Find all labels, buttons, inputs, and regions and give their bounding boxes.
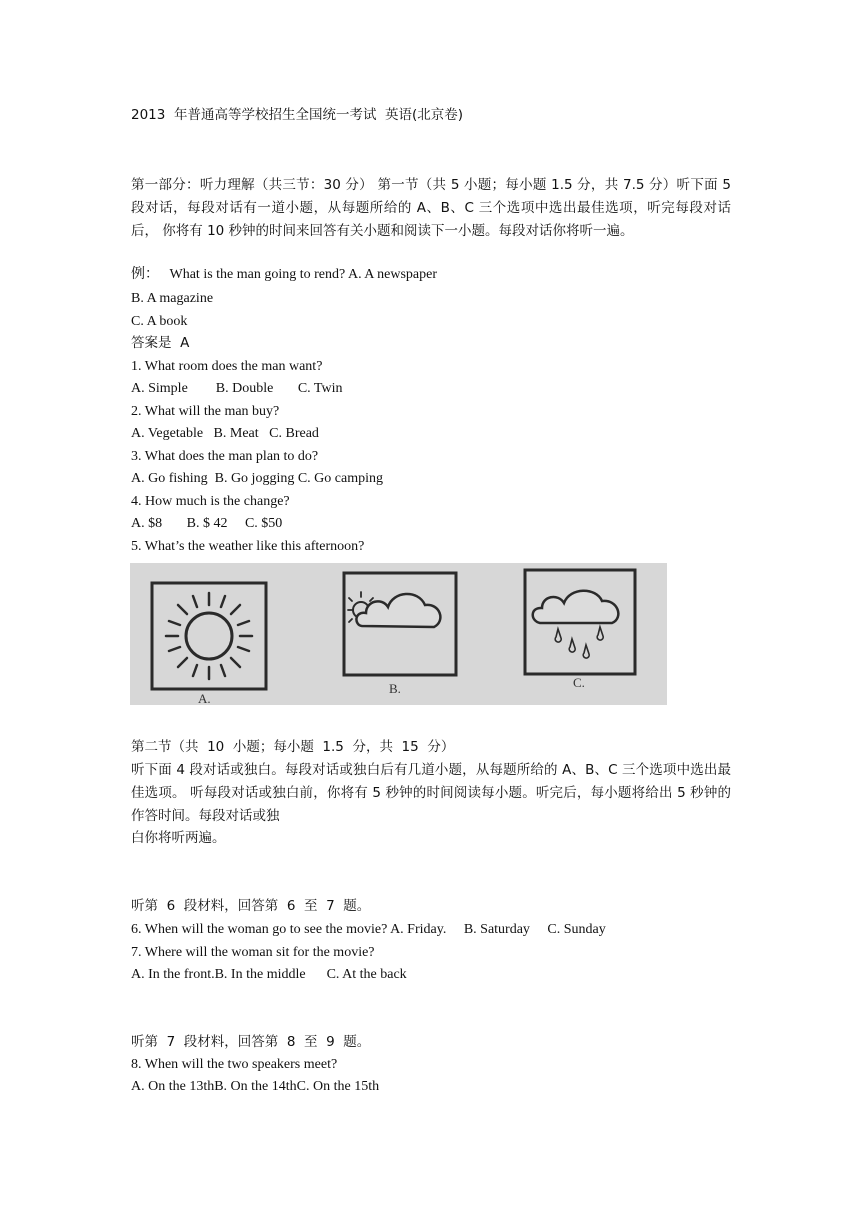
example-answer: 答案是 A <box>131 335 190 351</box>
question-7-options: A. In the front.B. In the middle C. At the back <box>131 967 407 982</box>
figure-label-b: B. <box>389 681 401 696</box>
weather-options-figure <box>130 563 667 705</box>
example-question <box>131 268 437 282</box>
question-7: 7. Where will the woman sit for the movie? <box>131 945 375 960</box>
question-8-options: A. On the 13thB. On the 14thC. On the 15th <box>131 1079 380 1094</box>
part2-header: 第二节（共 10 小题；每小题 1.5 分，共 15 分） <box>131 739 455 755</box>
part1-intro: 第一部分：听力理解（共三节：30 分） 第一节（共 5 小题；每小题 1.5 分，共 7.5 分）听下面 5 段对话，每段对话有一道小题，从每题所给的 A、B、C 三个选项中选出最佳选项，听完每段对话后， 你将有 10 秒钟的时间来回答有关小题和阅读下一小题。每段对话你将听一遍。 <box>131 177 731 239</box>
question-8: 8. When will the two speakers meet? <box>131 1057 338 1072</box>
question-6: 6. When will the woman go to see the movie? A. Friday. B. Saturday C. Sunday <box>131 922 606 937</box>
part2-intro: 听下面 4 段对话或独白。每段对话或独白后有几道小题，从每题所给的 A、B、C 三个选项中选出最佳选项。 听每段对话或独白前，你将有 5 秒钟的时间阅读每小题。听完后，每小题将给出 5 秒钟的作答时间。每段对话或独 <box>131 762 731 824</box>
section-7-heading: 听第 7 段材料，回答第 8 至 9 题。 <box>131 1034 371 1050</box>
example-option-b: B. A magazine <box>131 291 214 306</box>
question-2-options: A. Vegetable B. Meat C. Bread <box>131 426 319 441</box>
question-4-options: A. $8 B. $ 42 C. $50 <box>131 516 283 531</box>
question-4: 4. How much is the change? <box>131 494 290 509</box>
page-title: 2013 年普通高等学校招生全国统一考试 英语(北京卷) <box>131 107 464 123</box>
question-5: 5. What’s the weather like this afternoon? <box>131 539 365 554</box>
example-option-c: C. A book <box>131 314 188 329</box>
example-question-text: 例： What is the man going to rend? A. A newspaper <box>131 267 437 282</box>
question-1-options: A. Simple B. Double C. Twin <box>131 381 343 396</box>
figure-label-a: A. <box>198 691 211 705</box>
question-1: 1. What room does the man want? <box>131 359 323 374</box>
part2-intro-tail: 白你将听两遍。 <box>131 830 226 846</box>
section-6-heading: 听第 6 段材料，回答第 6 至 7 题。 <box>131 898 371 914</box>
question-3: 3. What does the man plan to do? <box>131 449 319 464</box>
question-2: 2. What will the man buy? <box>131 404 280 419</box>
figure-label-c: C. <box>573 675 585 690</box>
question-3-options: A. Go fishing B. Go jogging C. Go camping <box>131 471 383 486</box>
